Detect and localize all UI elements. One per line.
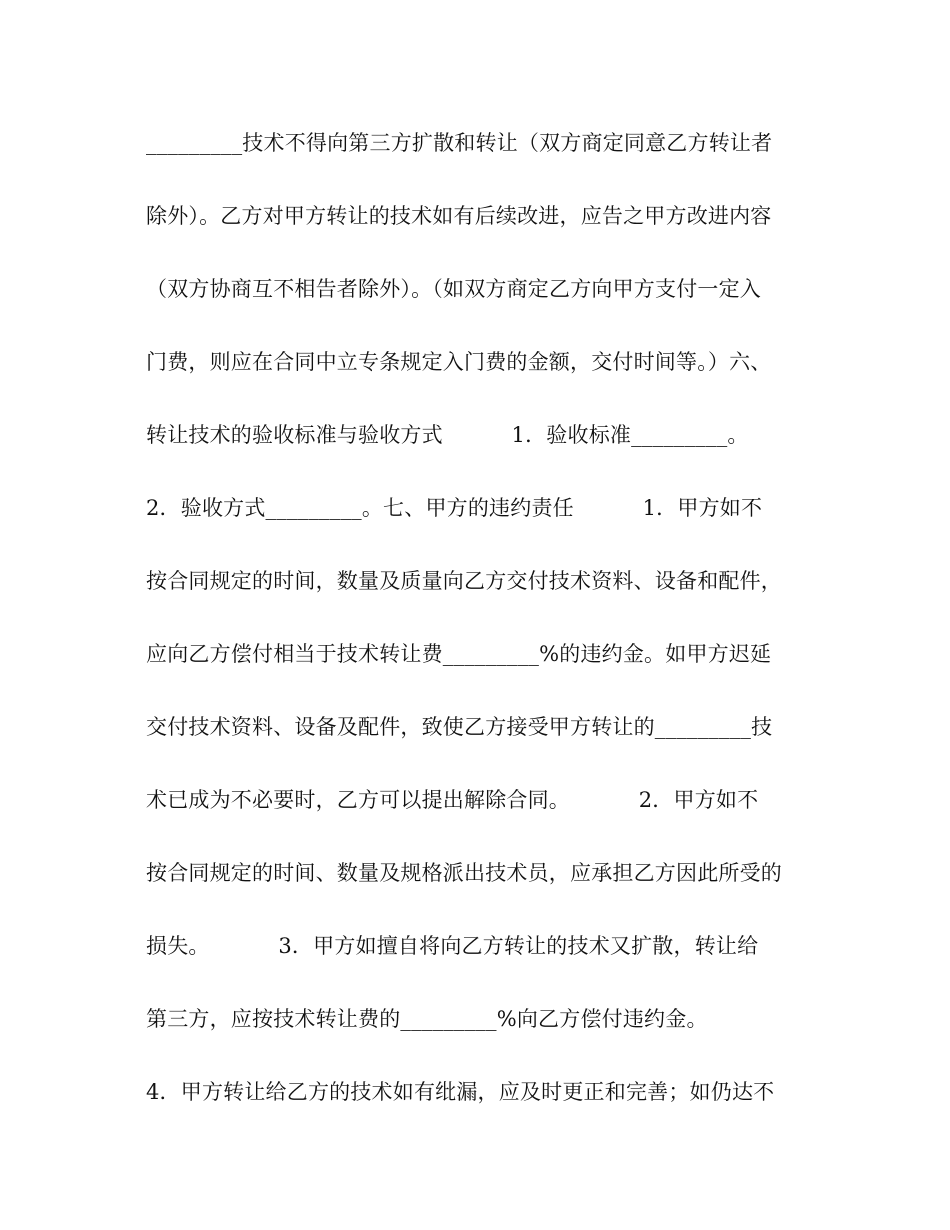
paragraph-line: 应向乙方偿付相当于技术转让费_________%的违约金。如甲方迟延 — [146, 642, 772, 666]
paragraph-line: 2．验收方式_________。七、甲方的违约责任 1．甲方如不 — [146, 496, 763, 520]
paragraph-line: _________技术不得向第三方扩散和转让（双方商定同意乙方转让者 — [146, 131, 773, 155]
paragraph-line: 交付技术资料、设备及配件，致使乙方接受甲方转让的_________技 — [146, 715, 773, 739]
paragraph-line: 按合同规定的时间，数量及质量向乙方交付技术资料、设备和配件， — [146, 569, 782, 593]
paragraph-line: 损失。 3．甲方如擅自将向乙方转让的技术又扩散，转让给 — [146, 934, 759, 958]
paragraph-line: 除外）。乙方对甲方转让的技术如有后续改进，应告之甲方改进内容 — [146, 204, 772, 228]
paragraph-line: 4．甲方转让给乙方的技术如有纰漏，应及时更正和完善；如仍达不 — [146, 1080, 775, 1104]
paragraph-line: 门费，则应在合同中立专条规定入门费的金额，交付时间等。）六、 — [146, 350, 772, 374]
paragraph-line: 第三方，应按技术转让费的_________%向乙方偿付违约金。 — [146, 1007, 708, 1031]
paragraph-line: 按合同规定的时间、数量及规格派出技术员，应承担乙方因此所受的 — [146, 861, 782, 885]
paragraph-line: 术已成为不必要时，乙方可以提出解除合同。 2．甲方如不 — [146, 788, 759, 812]
paragraph-line: 转让技术的验收标准与验收方式 1．验收标准_________。 — [146, 423, 749, 447]
paragraph-line: （双方协商互不相告者除外）。（如双方商定乙方向甲方支付一定入 — [146, 277, 761, 301]
